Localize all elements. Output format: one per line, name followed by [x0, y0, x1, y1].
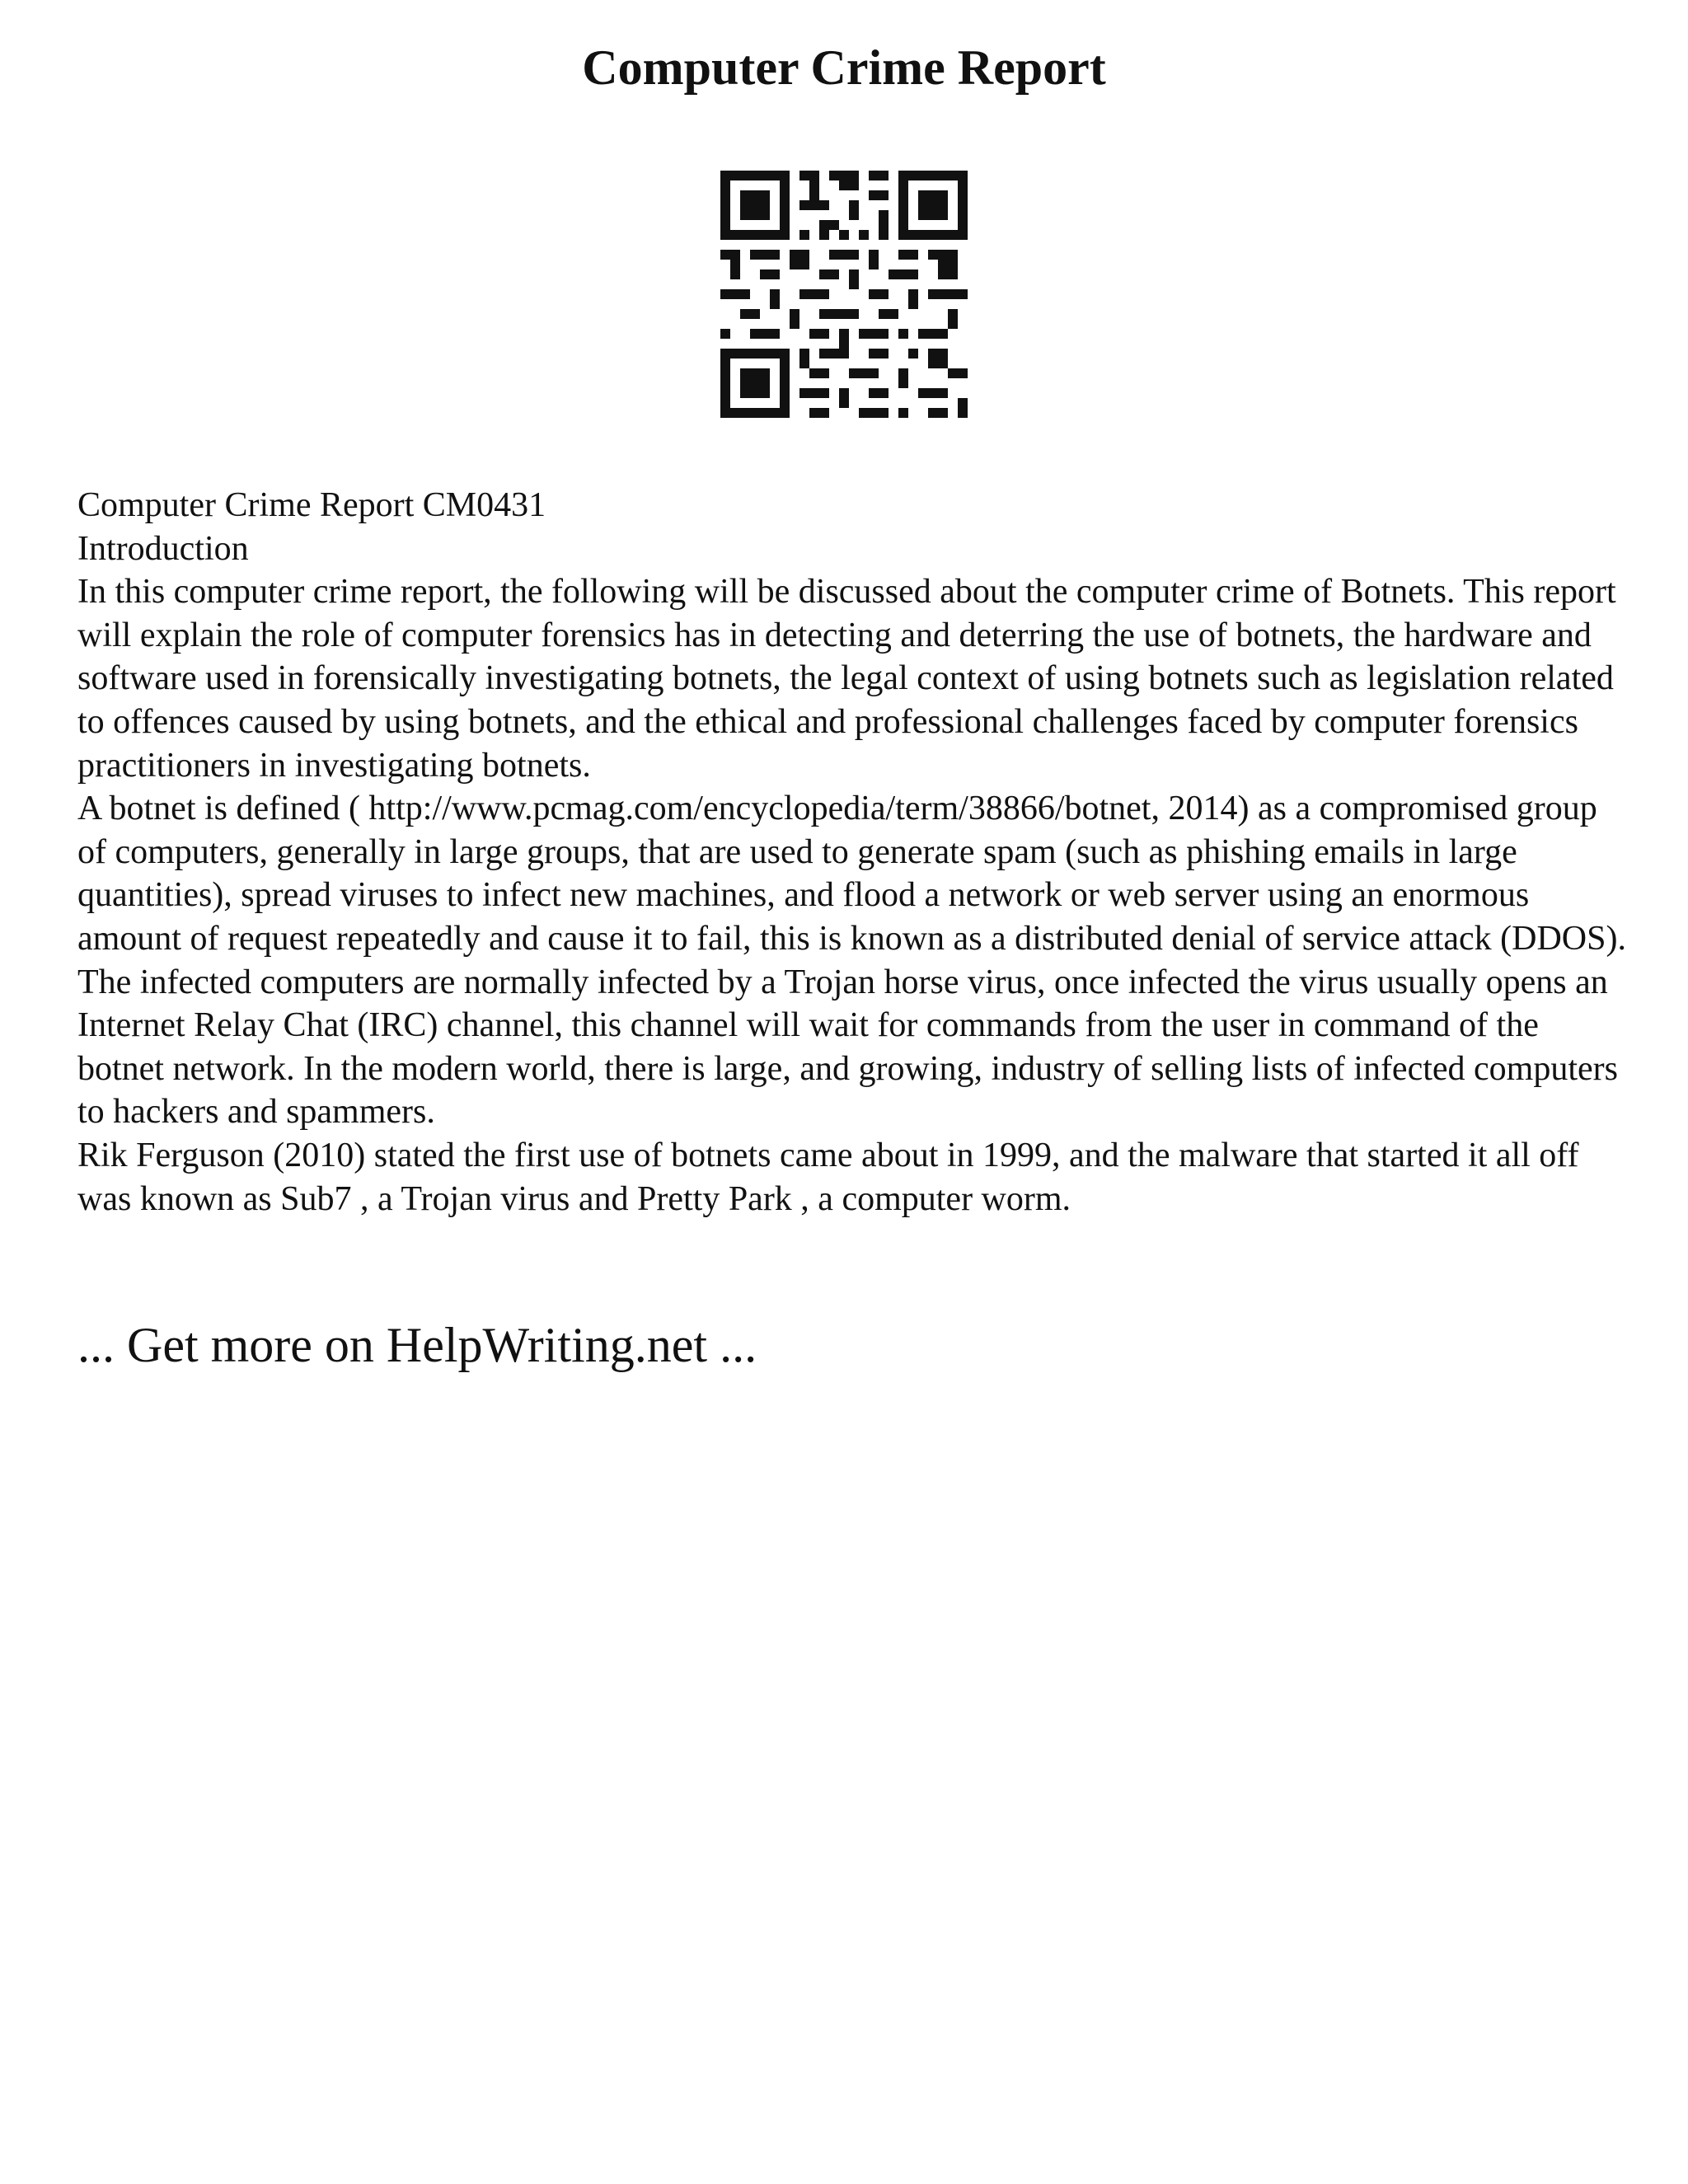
section-heading-introduction: Introduction — [77, 529, 249, 568]
paragraph-overview: In this computer crime report, the following will be discussed about the computer crime of Botnets. This report will explain the role of computer forensics has in detecting and deterring the use of botnets, the hardware and software used in forensically investigating botnets, the legal context of using botnets such as legislation related to offences caused by using botnets, and the ethical and professional challenges faced by computer forensics practitioners in investigating botnets. — [77, 573, 1616, 785]
qr-code[interactable] — [720, 171, 968, 418]
paragraph-infection: The infected computers are normally infected by a Trojan horse virus, once infected the virus usually opens an Internet Relay Chat (IRC) channel, this channel will wait for commands from the user in command of the botnet network. In the modern world, there is large, and growing, industry of selling lists of infected computers to hackers and spammers. — [77, 963, 1618, 1132]
document-title: Computer Crime Report — [582, 40, 1106, 95]
report-body — [77, 484, 1627, 1221]
paragraph-history: Rik Ferguson (2010) stated the first use of botnets came about in 1999, and the malware that started it all off was known as Sub7 , a Trojan virus and Pretty Park , a computer worm. — [77, 1136, 1579, 1218]
paragraph-botnet-definition: A botnet is defined ( http://www.pcmag.com/encyclopedia/term/38866/botnet, 2014) as a compromised group of computers, generally in large groups, that are used to generate spam (such as phishing emails in large quantities), spread viruses to infect new machines, and flood a network or web server using an enormous amount of request repeatedly and cause it to fail, this is known as a distributed denial of service attack (DDOS). — [77, 790, 1626, 958]
report-code-line: Computer Crime Report CM0431 — [77, 486, 546, 524]
get-more-link[interactable]: ... Get more on HelpWriting.net ... — [77, 1318, 757, 1372]
qr-code-icon — [720, 171, 968, 418]
